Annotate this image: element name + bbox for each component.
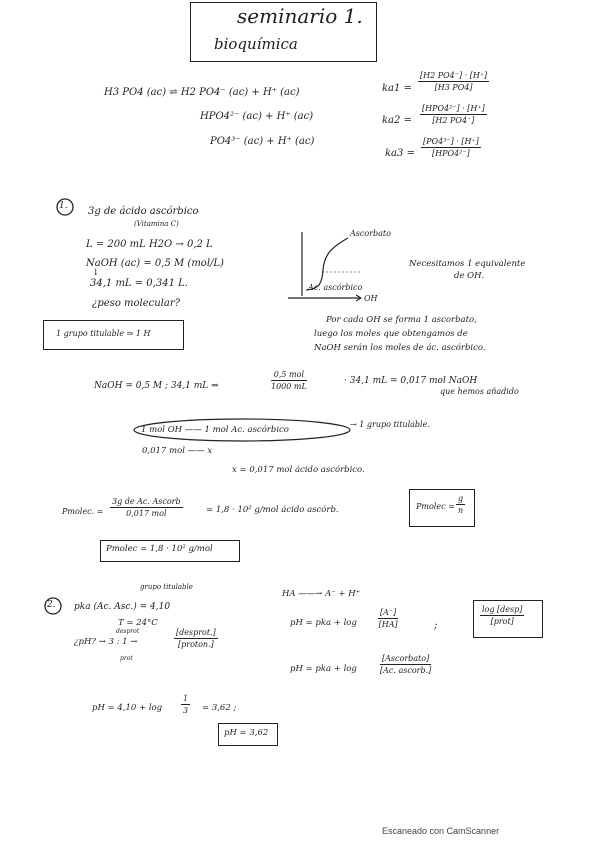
naoh-calc-prefix: NaOH = 0,5 M ; 34,1 mL ⇒ xyxy=(94,381,219,391)
pka-line: pka (Ac. Asc.) = 4,10 xyxy=(74,602,171,612)
ph-calc-den: 3 xyxy=(183,706,189,715)
pm-formula-fraction xyxy=(456,494,465,515)
down-arrow: ↓ xyxy=(92,268,100,278)
problem-1-line-3: NaOH (ac) = 0,5 M (mol/L) xyxy=(86,258,224,269)
ka2-label: ka2 = xyxy=(382,115,412,126)
pm-label: Pmolec. = xyxy=(62,507,104,516)
page-subtitle: bioquímica xyxy=(214,35,298,53)
scanner-watermark: Escaneado con CamScanner xyxy=(382,826,500,836)
hh2-fraction xyxy=(380,654,431,675)
ratio-line-2: 0,017 mol —— x xyxy=(142,446,213,456)
log-box-num: log [desp] xyxy=(482,605,523,614)
ka3-denominator: [HPO4²⁻] xyxy=(432,149,470,158)
equilibrium-2: HPO4²⁻ (ac) + H⁺ (ac) xyxy=(200,111,314,122)
ka1-denominator: [H3 PO4] xyxy=(434,83,473,92)
paragraph-line-2: luego los moles que obtengamos de xyxy=(314,329,468,339)
hh2-left: pH = pka + log xyxy=(290,664,357,674)
ph-ratio-fraction xyxy=(174,628,218,649)
hh2-num: [Ascorbato] xyxy=(380,654,431,665)
graph-label-oh: OH xyxy=(364,294,378,303)
naoh-fraction xyxy=(271,370,307,391)
paragraph-line-3: NaOH serán los moles de ác. ascórbico. xyxy=(314,343,486,353)
ph-calc: pH = 4,10 + log xyxy=(92,703,163,713)
graph-label-ascorbato: Ascorbato xyxy=(350,229,391,238)
ka3-label: ka3 = xyxy=(385,148,415,159)
pm-formula-num: g xyxy=(458,494,464,503)
ph-calc-fraction xyxy=(181,694,190,715)
ratio-result: x = 0,017 mol ácido ascórbico. xyxy=(232,465,365,475)
naoh-calc-note: que hemos añadido xyxy=(440,387,519,396)
note-de-oh: de OH. xyxy=(454,271,485,281)
equilibrium-3: PO4³⁻ (ac) + H⁺ (ac) xyxy=(210,136,315,147)
pm-formula-den: n xyxy=(457,506,464,515)
pm-fraction-den: 0,017 mol xyxy=(126,509,167,518)
log-box-den: [prot] xyxy=(490,617,514,626)
ka1-label: ka1 = xyxy=(382,83,412,94)
pka-note: grupo titulable xyxy=(140,583,193,591)
hh1-fraction xyxy=(378,608,398,629)
grupo-box-text: 1 grupo titulable ⇒ 1 H xyxy=(56,329,151,338)
ka3-numerator: [PO4³⁻] · [H⁺] xyxy=(423,137,479,146)
pm-result-box-text: Pmolec = 1,8 · 10² g/mol xyxy=(106,544,213,554)
naoh-fraction-num: 0,5 mol xyxy=(271,370,307,381)
ratio-note: → 1 grupo titulable. xyxy=(350,420,430,429)
problem-1-line-1: 3g de ácido ascórbico xyxy=(88,206,199,217)
ph-result-box-text: pH = 3,62 xyxy=(224,728,269,738)
ratio-line-1: 1 mol OH —— 1 mol Ac. ascórbico xyxy=(141,425,289,435)
equilibrium-1: H3 PO4 (ac) ⇌ H2 PO4⁻ (ac) + H⁺ (ac) xyxy=(104,87,300,98)
prot-small: prot xyxy=(120,655,133,662)
ph-calc-result: = 3,62 ; xyxy=(202,703,237,713)
reaction: HA ——→ A⁻ + H⁺ xyxy=(282,589,361,599)
pm-formula-label: Pmolec = xyxy=(416,502,455,511)
pm-fraction xyxy=(110,497,183,518)
naoh-fraction-den: 1000 mL xyxy=(271,382,307,391)
hh1-num: [A⁻] xyxy=(380,608,397,617)
problem-1-number: 1. xyxy=(59,201,68,211)
problem-1-line-2: L = 200 mL H2O → 0,2 L xyxy=(86,239,213,250)
hh1-separator: ; xyxy=(434,620,438,631)
log-box-fraction xyxy=(480,605,524,626)
page-title: seminario 1. xyxy=(237,4,363,28)
ph-ratio-den: [proton.] xyxy=(178,640,214,649)
hh2-den: [Ac. ascorb.] xyxy=(380,666,432,675)
desprot-small: desprot xyxy=(116,628,140,635)
hh1-den: [HA] xyxy=(378,620,398,629)
pm-fraction-num: 3g de Ac. Ascorb xyxy=(112,497,181,506)
naoh-calc-suffix: · 34,1 mL = 0,017 mol NaOH xyxy=(344,376,478,386)
ph-calc-num: 1 xyxy=(183,694,189,703)
hh1-left: pH = pka + log xyxy=(290,618,357,628)
ka2-numerator: [HPO4²⁻] · [H⁺] xyxy=(422,104,485,113)
pm-result: = 1,8 · 10² g/mol ácido ascórb. xyxy=(206,505,339,515)
problem-1-line-1b: (Vitamina C) xyxy=(134,220,179,228)
problem-2-number: 2. xyxy=(47,600,56,610)
temperature: T = 24°C xyxy=(118,618,158,628)
graph-label-ascorbico: Ac. ascórbico xyxy=(308,283,363,292)
ka1-numerator: [H2 PO4⁻] · [H⁺] xyxy=(420,71,488,80)
paragraph-line-1: Por cada OH se forma 1 ascorbato, xyxy=(326,315,477,325)
problem-1-question: ¿peso molecular? xyxy=(92,298,180,309)
ph-question: ¿pH? → 3 : 1 → xyxy=(74,637,138,647)
ph-ratio-num: [desprot.] xyxy=(176,628,216,637)
problem-1-line-4: 34,1 mL = 0,341 L. xyxy=(90,278,188,289)
ka2-denominator: [H2 PO4⁻] xyxy=(432,116,475,125)
note-equivalente: Necesitamos 1 equivalente xyxy=(409,259,526,269)
